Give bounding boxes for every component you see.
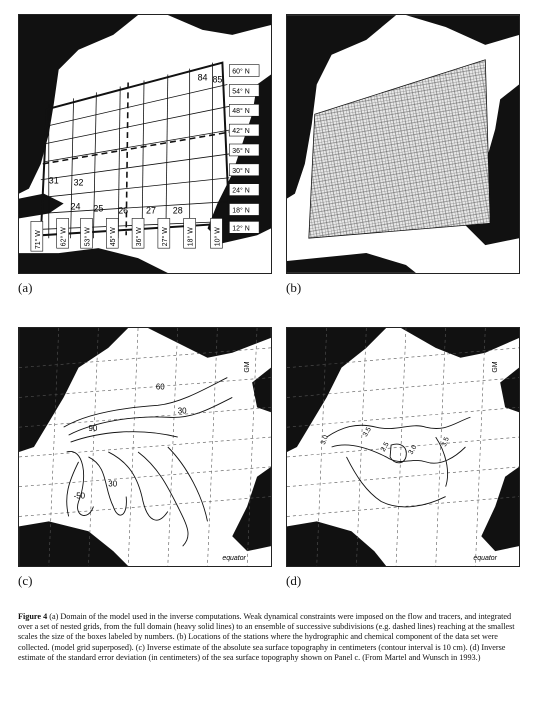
lat-label-24: 24° N [232,187,250,195]
contour-labels [74,382,188,500]
lon-label-53: 53° W [84,227,92,247]
africa-land [232,467,271,551]
panel-d-label: (d) [286,573,302,588]
domain-boundary [41,63,230,236]
greenwich-meridian-label: GM [244,361,252,373]
lat-label-36: 36° N [232,147,250,155]
south-america-land [19,248,168,273]
equator-label: equator [222,555,246,563]
box-number: 25 [93,203,104,214]
panel-c-label: (c) [18,573,33,588]
contour-label: 30 [108,479,118,489]
panel-a-label: (a) [18,280,33,295]
lon-label-27: 27° W [161,227,169,247]
box-number: 31 [48,175,59,186]
panel-b-map [286,14,520,274]
panel-b-label: (b) [286,280,302,295]
lat-labels [229,65,259,234]
europe-land [252,368,271,413]
contour-lines [327,417,471,507]
box-number: 85 [212,74,223,85]
contour-label: 3.0 [319,434,330,446]
europe-land [500,368,519,413]
contour-label: 3.0 [407,444,419,456]
greenwich-meridian-label: GM [492,361,500,373]
south-america-land [19,521,128,566]
lon-label-62: 62° W [60,227,68,247]
contour-lines [64,378,233,547]
lat-label-18: 18° N [232,207,250,215]
lon-label-18: 18° W [187,227,195,247]
africa-land [481,467,519,551]
panel-d-map [286,327,520,567]
lon-label-36: 36° W [136,227,144,247]
figure-caption [18,612,523,663]
box-number: 24 [70,201,81,212]
contour-label: 30 [177,406,187,416]
model-grid-lines [41,63,230,239]
south-america-land [287,253,416,273]
panel-a-map [18,14,272,274]
greenland-land [401,328,519,358]
contour-label: 2.5 [379,441,391,453]
lat-label-48: 48° N [232,108,250,116]
greenland-land [406,15,519,45]
figure-label: Figure 4 [18,612,48,621]
lat-label-42: 42° N [232,128,250,136]
box-number: 32 [73,177,84,188]
box-number: 26 [118,205,129,216]
greenland-land [148,328,271,358]
lat-label-54: 54° N [232,88,250,96]
panel-c-map [18,327,272,567]
south-america-land [287,521,386,566]
panel-d-svg [287,328,519,566]
lon-label-45: 45° W [110,227,118,247]
contour-label: -50 [73,491,86,501]
station-grid-region [309,60,490,238]
panel-c-svg [19,328,271,566]
panel-b-svg [287,15,519,273]
lat-label-30: 30° N [232,167,250,175]
lat-label-60: 60° N [232,68,250,76]
box-number: 84 [197,72,208,83]
lat-label-12: 12° N [232,225,250,233]
equator-label: equator [473,555,497,563]
contour-label: 90 [88,424,98,434]
contour-label: 3.5 [440,436,451,448]
box-number: 28 [172,205,183,216]
lon-label-10: 10° W [214,227,222,247]
panel-a-svg [19,15,271,273]
europe-africa-land [208,75,271,247]
contour-label: 3.5 [361,426,373,439]
north-america-land [19,328,128,452]
contour-labels [320,426,451,456]
lon-label-71: 71° W [34,230,42,250]
caption-text: (a) Domain of the model used in the inverse computations. Weak dynamical constraints were imposed on the flow and tracers, and integrated over a set of nested grids, from the full domain (heavy solid lines) to an ensemble of successive subdivisions (e.g. dashed lines) reaching at the smallest scales the size of the boxes labeled by numbers. (b) Locations of the stations where the hydrographic and chemical component of the data set were collected. (model grid superposed). (c) Inverse estimate of the absolute sea surface topography in centimeters (contour interval is 10 cm). (d) Inverse estimate of the standard error deviation (in centimeters) of the sea surface topography shown on Panel c. (From Martel and Wunsch in 1993.) [18,612,515,662]
contour-label: 60 [155,382,165,392]
box-number: 27 [145,205,156,216]
greenland-land [168,15,271,35]
